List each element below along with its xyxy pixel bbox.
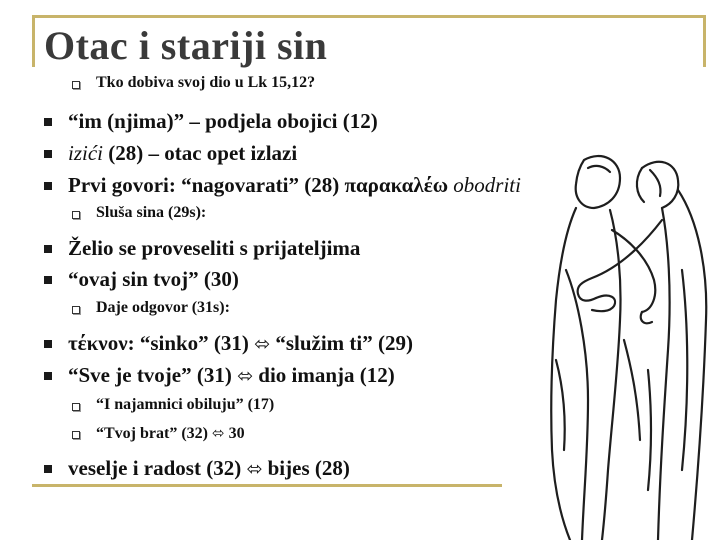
bullet-text-group (68, 363, 395, 388)
square-bullet-icon (44, 340, 52, 348)
bullet-text: Tko dobiva svoj dio u Lk 15,12? (96, 74, 316, 91)
hollow-square-bullet-icon (72, 306, 80, 314)
bullet-text-group (68, 141, 297, 166)
bullet-text: “ovaj sin tvoj” (30) (68, 267, 239, 291)
square-bullet-icon (44, 118, 52, 126)
bullet-text-group (68, 456, 350, 481)
bullet-item (0, 72, 720, 96)
bullet-text: dio imanja (12) (253, 363, 395, 387)
bullet-text: Sluša sina (29s): (96, 204, 207, 221)
bullet-text: τέκνον: “sinko” (31) (68, 331, 255, 355)
hollow-square-bullet-icon (72, 431, 80, 439)
bullet-item (0, 107, 720, 135)
square-bullet-icon (44, 150, 52, 158)
slide-title: Otac i stariji sin (44, 23, 328, 68)
bullet-text-group (96, 424, 245, 443)
square-bullet-icon (44, 245, 52, 253)
double-arrow-icon: ⬄ (254, 333, 271, 355)
bullet-text: “Tvoj brat” (32) (96, 425, 212, 442)
bullet-text: bijes (28) (262, 456, 350, 480)
bullet-text: 30 (224, 425, 245, 442)
bullet-text: (28) – otac opet izlazi (103, 141, 298, 165)
hollow-square-bullet-icon (72, 81, 80, 89)
bullet-text: “služim ti” (29) (270, 331, 413, 355)
double-arrow-icon: ⬄ (246, 458, 263, 480)
square-bullet-icon (44, 276, 52, 284)
bullet-text: “Sve je tvoje” (31) (68, 363, 238, 387)
bullet-text-group (68, 173, 521, 198)
italic-term: obodriti (453, 173, 521, 197)
frame-top-rule (32, 15, 706, 18)
square-bullet-icon (44, 372, 52, 380)
bullet-text: “im (njima)” – podjela obojici (12) (68, 109, 378, 133)
bullet-text: Daje odgovor (31s): (96, 299, 230, 316)
father-embracing-son-sketch-icon (492, 150, 720, 540)
bullet-text: veselje i radost (32) (68, 456, 247, 480)
double-arrow-icon: ⬄ (237, 365, 254, 387)
square-bullet-icon (44, 465, 52, 473)
bullet-text: Prvi govori: “nagovarati” (28) παρακαλέω (68, 173, 454, 197)
frame-bottom-rule (32, 484, 502, 487)
frame-left-rule (32, 15, 35, 67)
double-arrow-icon: ⬄ (211, 424, 225, 442)
hollow-square-bullet-icon (72, 211, 80, 219)
bullet-text: Želio se proveseliti s prijateljima (68, 236, 361, 260)
bullet-text-group (68, 331, 413, 356)
hollow-square-bullet-icon (72, 403, 80, 411)
italic-term: izići (68, 141, 103, 165)
square-bullet-icon (44, 182, 52, 190)
bullet-text: “I najamnici obiluju” (17) (96, 396, 275, 413)
frame-right-rule (703, 15, 706, 67)
